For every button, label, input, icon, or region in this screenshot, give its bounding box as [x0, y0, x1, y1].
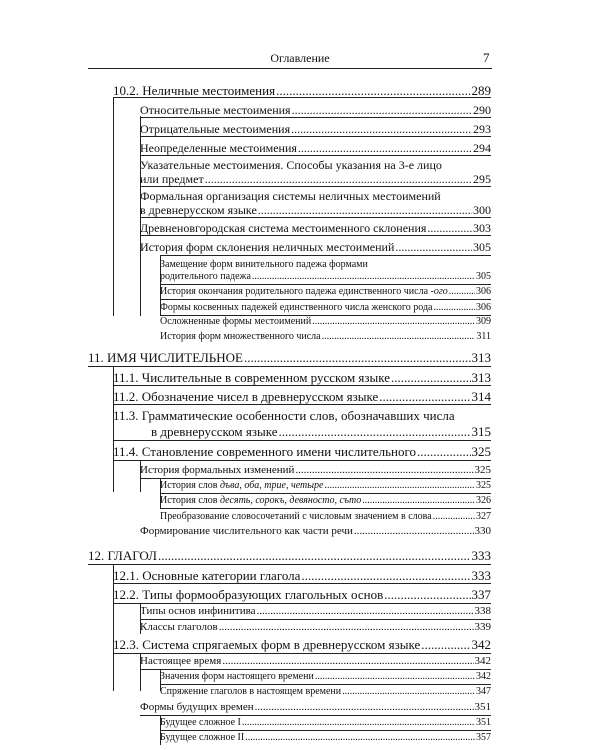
entry-title: Относительные местоимения — [140, 103, 291, 117]
entry-rule — [160, 255, 491, 256]
entry-italic: -ого — [430, 286, 448, 297]
chapter-title: 11. ИМЯ ЧИСЛИТЕЛЬНОЕ — [88, 350, 243, 365]
entry-title: Отрицательные местоимения — [140, 122, 291, 136]
running-header-title: Оглавление — [270, 51, 330, 65]
dot-leader — [421, 637, 470, 653]
entry-rule — [160, 493, 491, 494]
dot-leader — [158, 548, 471, 564]
entry-rule — [140, 235, 491, 236]
entry-title: Осложненные формы местоимений — [160, 316, 312, 327]
entry-page: 314 — [471, 389, 491, 404]
dot-leader — [222, 655, 473, 667]
entry-rule — [160, 684, 491, 685]
dot-leader — [257, 605, 474, 617]
entry-title-continued: родительного падежа — [160, 271, 251, 282]
toc-entry — [160, 480, 491, 491]
entry-title: Указательные местоимения. Способы указания на 3-е лицо — [140, 158, 442, 172]
entry-rule — [113, 404, 491, 405]
entry-rule — [140, 715, 491, 716]
entry-rule — [140, 217, 491, 218]
entry-page: 303 — [473, 221, 491, 235]
entry-title: Значения форм настоящего времени — [160, 671, 314, 682]
entry-rule — [160, 508, 491, 509]
entry-title: Типы основ инфинитива — [140, 605, 256, 617]
entry-page: 313 — [471, 370, 491, 385]
dot-leader — [379, 389, 470, 405]
entry-title: Формальная организация системы неличных местоимений — [140, 189, 441, 203]
toc-entry — [160, 717, 491, 728]
toc-entry — [140, 655, 491, 667]
entry-page: 337 — [471, 587, 491, 602]
dot-leader — [291, 122, 472, 137]
entry-page: 315 — [471, 424, 491, 439]
entry-title: 11.3. Грамматические особенности слов, обозначавших числа — [113, 408, 455, 423]
dot-leader — [434, 302, 476, 313]
dot-leader — [395, 240, 472, 255]
entry-rule — [160, 284, 491, 285]
entry-rule — [113, 583, 491, 584]
dot-leader — [298, 141, 472, 156]
entry-page: 351 — [474, 701, 491, 713]
dot-leader — [245, 732, 475, 743]
dot-leader — [252, 271, 475, 282]
entry-title: История форм склонения неличных местоимений — [140, 240, 395, 254]
entry-page: 326 — [476, 495, 491, 506]
dot-leader — [242, 717, 475, 728]
entry-title: История слов десять, сорокъ, девяносто, съто — [160, 495, 362, 506]
entry-title: Формы будущих времен — [140, 701, 254, 713]
dot-leader — [433, 511, 475, 522]
toc-entry — [113, 389, 491, 405]
entry-page: 338 — [474, 605, 491, 617]
entry-page: 294 — [473, 141, 491, 155]
entry-page: 342 — [476, 671, 491, 682]
entry-title: История слов дъва, оба, трие, четыре — [160, 480, 324, 491]
entry-page: 306 — [476, 286, 491, 297]
dot-leader — [255, 701, 474, 713]
entry-title: 11.1. Числительные в современном русском языке — [113, 370, 391, 385]
dot-leader — [417, 444, 471, 460]
entry-page: 357 — [476, 732, 491, 743]
entry-title: Настоящее время — [140, 655, 222, 667]
toc-entry — [160, 495, 491, 506]
toc-entry — [140, 172, 491, 187]
dot-leader — [315, 671, 475, 682]
dot-leader — [301, 568, 470, 584]
entry-title: История форм множественного числа — [160, 331, 321, 342]
toc-entry — [160, 511, 491, 522]
toc-entry — [140, 701, 491, 713]
entry-rule — [160, 299, 491, 300]
entry-page: 325 — [471, 444, 491, 459]
toc-entry — [140, 464, 491, 476]
entry-title-continued: в древнерусском языке — [151, 424, 278, 439]
entry-page: 295 — [473, 172, 491, 186]
entry-rule — [113, 653, 491, 654]
entry-title-continued: или предмет — [140, 172, 204, 186]
entry-title: 12.1. Основные категории глагола — [113, 568, 301, 583]
toc-entry — [140, 621, 491, 633]
entry-page: 290 — [473, 103, 491, 117]
entry-title: 11.4. Становление современного имени числительного — [113, 444, 416, 459]
dot-leader — [362, 495, 475, 506]
entry-page: 311 — [476, 331, 491, 342]
dot-leader — [258, 203, 472, 218]
dot-leader — [292, 103, 472, 118]
entry-rule — [140, 478, 491, 479]
entry-page: 306 — [476, 302, 491, 313]
toc-entry — [160, 286, 491, 297]
toc-entry — [113, 587, 491, 603]
entry-page: 293 — [473, 122, 491, 136]
toc-entry — [113, 568, 491, 584]
page-number: 7 — [483, 50, 490, 65]
toc-entry — [140, 141, 491, 156]
dot-leader — [391, 370, 470, 386]
chapter-title: 12. ГЛАГОЛ — [88, 548, 157, 563]
entry-rule — [140, 155, 491, 156]
entry-rule — [113, 460, 491, 461]
entry-page: 300 — [473, 203, 491, 217]
entry-page: 333 — [471, 548, 491, 563]
entry-page: 351 — [476, 717, 491, 728]
entry-italic: дъва, оба, трие, четыре — [220, 480, 324, 491]
section-bracket — [113, 97, 114, 316]
toc-entry — [113, 444, 491, 460]
entry-title: 12.3. Система спрягаемых форм в древнерусском языке — [113, 637, 421, 652]
toc-entry — [113, 83, 491, 99]
dot-leader — [322, 331, 476, 342]
entry-title: Спряжение глаголов в настоящем времени — [160, 686, 342, 697]
entry-page: 325 — [476, 480, 491, 491]
toc-entry — [140, 122, 491, 137]
entry-title: 11.2. Обозначение чисел в древнерусском языке — [113, 389, 379, 404]
entry-page: 333 — [471, 568, 491, 583]
entry-rule — [113, 385, 491, 386]
dot-leader — [205, 172, 472, 187]
entry-page: 339 — [474, 621, 491, 633]
entry-page: 325 — [474, 464, 491, 476]
dot-leader — [342, 686, 475, 697]
dot-leader — [449, 286, 475, 297]
entry-rule — [140, 669, 491, 670]
entry-title: Будущее сложное II — [160, 732, 245, 743]
toc-entry — [140, 103, 491, 118]
entry-title: Будущее сложное I — [160, 717, 241, 728]
entry-page: 289 — [471, 83, 491, 98]
entry-page: 305 — [476, 271, 491, 282]
entry-title: Формы косвенных падежей единственного числа женского рода — [160, 302, 433, 313]
entry-title: Классы глаголов — [140, 621, 218, 633]
entry-rule — [140, 619, 491, 620]
toc-chapter — [88, 548, 491, 564]
entry-italic: десять, сорокъ, девяносто, съто — [220, 495, 362, 506]
dot-leader — [324, 480, 475, 491]
entry-page: 347 — [476, 686, 491, 697]
entry-rule — [140, 136, 491, 137]
entry-page: 327 — [476, 511, 491, 522]
dot-leader — [244, 350, 471, 366]
toc-entry — [160, 271, 491, 282]
entry-rule — [160, 730, 491, 731]
toc-entry — [140, 525, 491, 537]
entry-title: Неопределенные местоимения — [140, 141, 297, 155]
toc-entry — [160, 331, 491, 342]
toc-entry — [160, 686, 491, 697]
toc-entry — [140, 240, 491, 255]
entry-page: 330 — [474, 525, 491, 537]
entry-title: 10.2. Неличные местоимения — [113, 83, 276, 98]
toc-entry — [140, 221, 491, 236]
entry-title: Древненовгородская система местоименного склонения — [140, 221, 427, 235]
entry-title: История окончания родительного падежа единственного числа -ого — [160, 286, 448, 297]
toc-entry — [113, 424, 491, 440]
entry-rule — [88, 564, 491, 565]
dot-leader — [384, 587, 470, 603]
entry-title: Преобразование словосочетаний с числовым значением в слова — [160, 511, 432, 522]
entry-rule — [140, 186, 491, 187]
dot-leader — [219, 621, 474, 633]
entry-page: 342 — [474, 655, 491, 667]
entry-title: Формирование числительного как части речи — [140, 525, 353, 537]
toc-chapter — [88, 350, 491, 366]
toc-entry — [140, 203, 491, 218]
entry-rule — [113, 603, 491, 604]
toc-entry — [160, 732, 491, 743]
dot-leader — [312, 316, 475, 327]
dot-leader — [295, 464, 473, 476]
entry-title: История формальных изменений — [140, 464, 295, 476]
toc-entry — [160, 671, 491, 682]
entry-title: Замещение форм винительного падежа формами — [160, 259, 368, 270]
entry-rule — [113, 440, 491, 441]
entry-title: 12.2. Типы формообразующих глагольных основ — [113, 587, 384, 602]
dot-leader — [427, 221, 472, 236]
dot-leader — [276, 83, 470, 99]
entry-page: 309 — [476, 316, 491, 327]
entry-rule — [140, 117, 491, 118]
toc-entry — [140, 605, 491, 617]
entry-rule — [88, 366, 491, 367]
toc-entry — [160, 316, 491, 327]
entry-page: 342 — [471, 637, 491, 652]
entry-title-continued: в древнерусском языке — [140, 203, 257, 217]
header-rule — [88, 68, 492, 69]
entry-page: 313 — [471, 350, 491, 365]
toc-entry — [113, 637, 491, 653]
toc-entry — [160, 302, 491, 313]
dot-leader — [354, 525, 474, 537]
dot-leader — [279, 424, 471, 440]
toc-entry — [113, 370, 491, 386]
entry-page: 305 — [473, 240, 491, 254]
